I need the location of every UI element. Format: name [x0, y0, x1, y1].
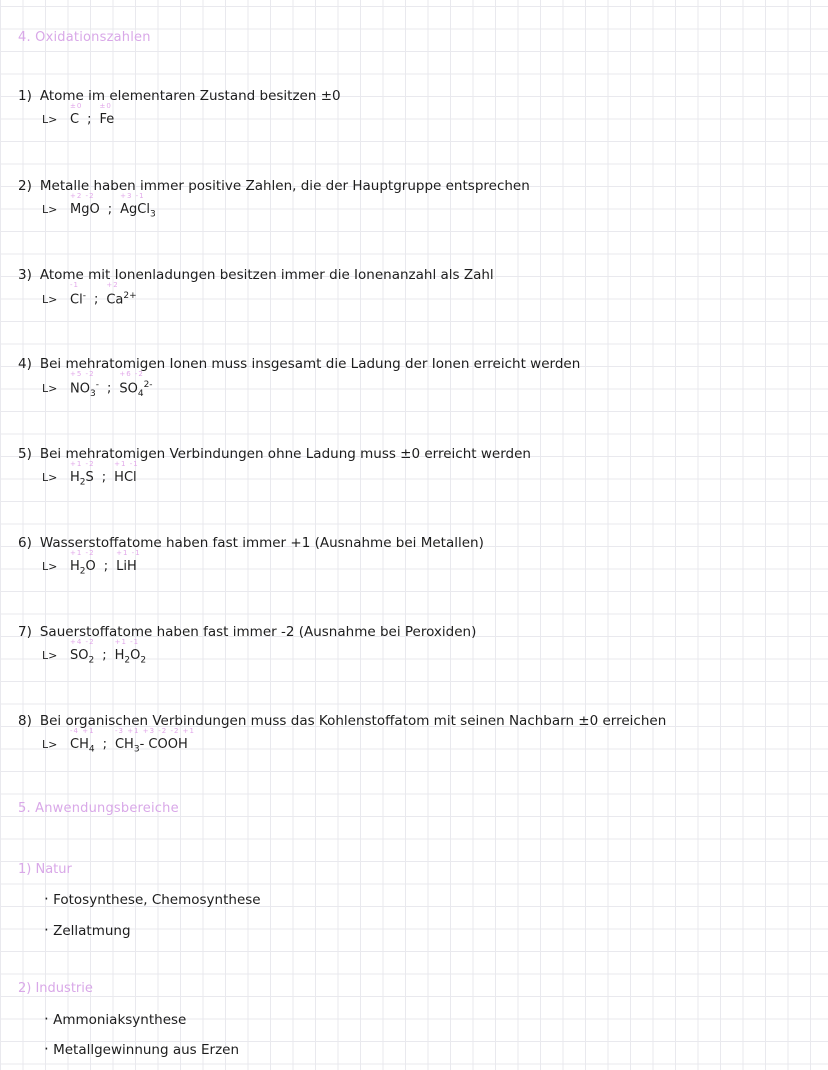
formula [99, 102, 115, 127]
rule-text: Bei organischen Verbindungen muss das Kohlenstoffatom mit seinen Nachbarn ±0 erreichen [39, 713, 667, 729]
formula-subscript: 4 [88, 744, 95, 755]
rule-example [42, 462, 137, 488]
separator: ; [93, 292, 99, 308]
rule-example [42, 640, 146, 666]
formula-subscript: 2 [140, 655, 147, 666]
oxidation-numbers: +2 -2 [70, 192, 95, 200]
formula [120, 192, 156, 220]
formula-text: S [85, 470, 94, 485]
rule-1 [18, 88, 341, 104]
oxidation-numbers: +5 -2 [70, 370, 95, 378]
formula-text: MgO [70, 202, 100, 217]
formula [70, 549, 96, 577]
oxidation-numbers: -4 +1 [70, 727, 95, 735]
formula [70, 638, 95, 666]
formula [70, 102, 83, 127]
formula [114, 638, 147, 666]
formula-text: SO [70, 648, 89, 663]
separator: ; [103, 559, 109, 574]
oxidation-numbers: +3 -1 [120, 192, 145, 200]
arrow-icon: L> [42, 113, 58, 126]
group-industrie-title: 2) Industrie [18, 981, 93, 996]
separator: ; [102, 737, 107, 752]
formula [70, 460, 95, 488]
oxidation-numbers: +1 -2 [70, 549, 95, 557]
separator: ; [102, 648, 107, 663]
formula-charge: - [82, 291, 86, 301]
formula-subscript: 3 [133, 744, 140, 755]
separator: ; [101, 470, 107, 485]
rule-number: 6) [18, 535, 32, 551]
rule-example [42, 283, 137, 307]
formula-subscript: 3 [89, 388, 96, 399]
rule-number: 2) [18, 178, 32, 194]
formula [114, 460, 139, 485]
formula-charge: - [95, 380, 99, 390]
rule-text: Sauerstoffatome haben fast immer -2 (Ausnahme bei Peroxiden) [39, 624, 477, 640]
arrow-icon: L> [42, 738, 58, 751]
separator: ; [106, 381, 112, 397]
formula-text: CH [114, 737, 134, 752]
rule-4 [18, 356, 580, 372]
oxidation-numbers: +6 -2 [119, 370, 144, 378]
rule-text: Metalle haben immer positive Zahlen, die der Hauptgruppe entsprechen [39, 178, 530, 194]
formula-text: Ca [106, 292, 124, 308]
formula-subscript: 4 [137, 388, 144, 399]
formula [119, 370, 153, 399]
formula-text: CH [70, 737, 89, 752]
oxidation-numbers: +1 -1 [114, 460, 139, 468]
rule-number: 4) [18, 356, 32, 372]
formula-text: HCl [114, 470, 137, 485]
oxidation-numbers: ±0 [99, 102, 112, 110]
list-item-text: Fotosynthese, Chemosynthese [53, 892, 261, 908]
arrow-icon: L> [42, 293, 58, 307]
formula-text: Cl [70, 292, 83, 308]
rule-number: 8) [18, 713, 32, 729]
rule-example [42, 372, 153, 399]
oxidation-numbers: +1 -1 [114, 638, 140, 646]
rule-example [42, 727, 196, 755]
formula [70, 192, 100, 217]
list-item [44, 1010, 186, 1028]
rule-example [42, 549, 141, 577]
formula [70, 281, 86, 308]
oxidation-numbers: -3 +1 +3 -2 -2 +1 [114, 727, 196, 735]
rule-text: Bei mehratomigen Ionen muss insgesamt die Ladung der Ionen erreicht werden [39, 356, 581, 372]
list-item-text: Ammoniaksynthese [53, 1012, 187, 1028]
rule-number: 3) [18, 267, 32, 283]
formula-text: AgCl [120, 202, 150, 217]
formula-text: SO [119, 381, 138, 397]
separator: ; [107, 202, 113, 217]
formula-text: O [130, 648, 141, 663]
formula-text: H [70, 559, 80, 574]
separator: ; [87, 112, 92, 127]
arrow-icon: L> [42, 649, 58, 662]
list-item [44, 1040, 239, 1058]
oxidation-numbers: +2 [106, 281, 119, 289]
formula-text: NO [70, 381, 90, 397]
formula-text: Fe [99, 112, 115, 127]
oxidation-numbers: +1 -1 [116, 549, 141, 557]
formula-subscript: 2 [124, 655, 131, 666]
formula-charge: 2+ [123, 291, 137, 301]
formula-charge: 2- [143, 380, 153, 390]
rule-number: 5) [18, 446, 32, 462]
formula-text: H [70, 470, 80, 485]
formula [70, 727, 95, 755]
arrow-icon: L> [42, 471, 58, 484]
rule-text: Bei mehratomigen Verbindungen ohne Ladung muss ±0 erreicht werden [39, 446, 531, 462]
rule-2 [18, 178, 530, 194]
formula [116, 549, 141, 574]
rule-5 [18, 446, 531, 462]
arrow-icon: L> [42, 382, 58, 396]
formula [106, 281, 137, 308]
formula-text: H [114, 648, 125, 663]
section-4-title: 4. Oxidationszahlen [18, 30, 151, 45]
section-5-title: 5. Anwendungsbereiche [18, 801, 179, 816]
list-item-text: Zellatmung [53, 923, 131, 939]
formula-text: LiH [116, 559, 137, 574]
list-item-text: Metallgewinnung aus Erzen [53, 1042, 240, 1058]
formula-subscript: 2 [79, 477, 86, 488]
formula [114, 727, 196, 755]
arrow-icon: L> [42, 560, 58, 573]
formula-subscript: 2 [88, 655, 95, 666]
oxidation-numbers: ±0 [70, 102, 83, 110]
rule-3 [18, 267, 494, 283]
formula-text: - COOH [139, 737, 188, 752]
rule-example [42, 194, 156, 220]
bullet: · [44, 1040, 49, 1058]
rule-text: Wasserstoffatome haben fast immer +1 (Ausnahme bei Metallen) [39, 535, 484, 551]
rule-number: 1) [18, 88, 32, 104]
formula-subscript: 3 [149, 209, 156, 220]
list-item [44, 890, 261, 908]
oxidation-numbers: +1 -2 [70, 460, 95, 468]
list-item [44, 921, 131, 939]
bullet: · [44, 890, 49, 908]
rule-text: Atome mit Ionenladungen besitzen immer die Ionenanzahl als Zahl [39, 267, 494, 283]
bullet: · [44, 921, 49, 939]
oxidation-numbers: -1 [70, 281, 79, 289]
formula-text: C [70, 112, 80, 127]
rule-text: Atome im elementaren Zustand besitzen ±0 [39, 88, 341, 104]
rule-example [42, 104, 114, 127]
formula-subscript: 2 [79, 566, 86, 577]
bullet: · [44, 1010, 49, 1028]
group-natur-title: 1) Natur [18, 862, 72, 877]
arrow-icon: L> [42, 203, 58, 216]
oxidation-numbers: +4 -2 [70, 638, 95, 646]
formula [70, 370, 99, 399]
rule-number: 7) [18, 624, 32, 640]
formula-text: O [85, 559, 96, 574]
